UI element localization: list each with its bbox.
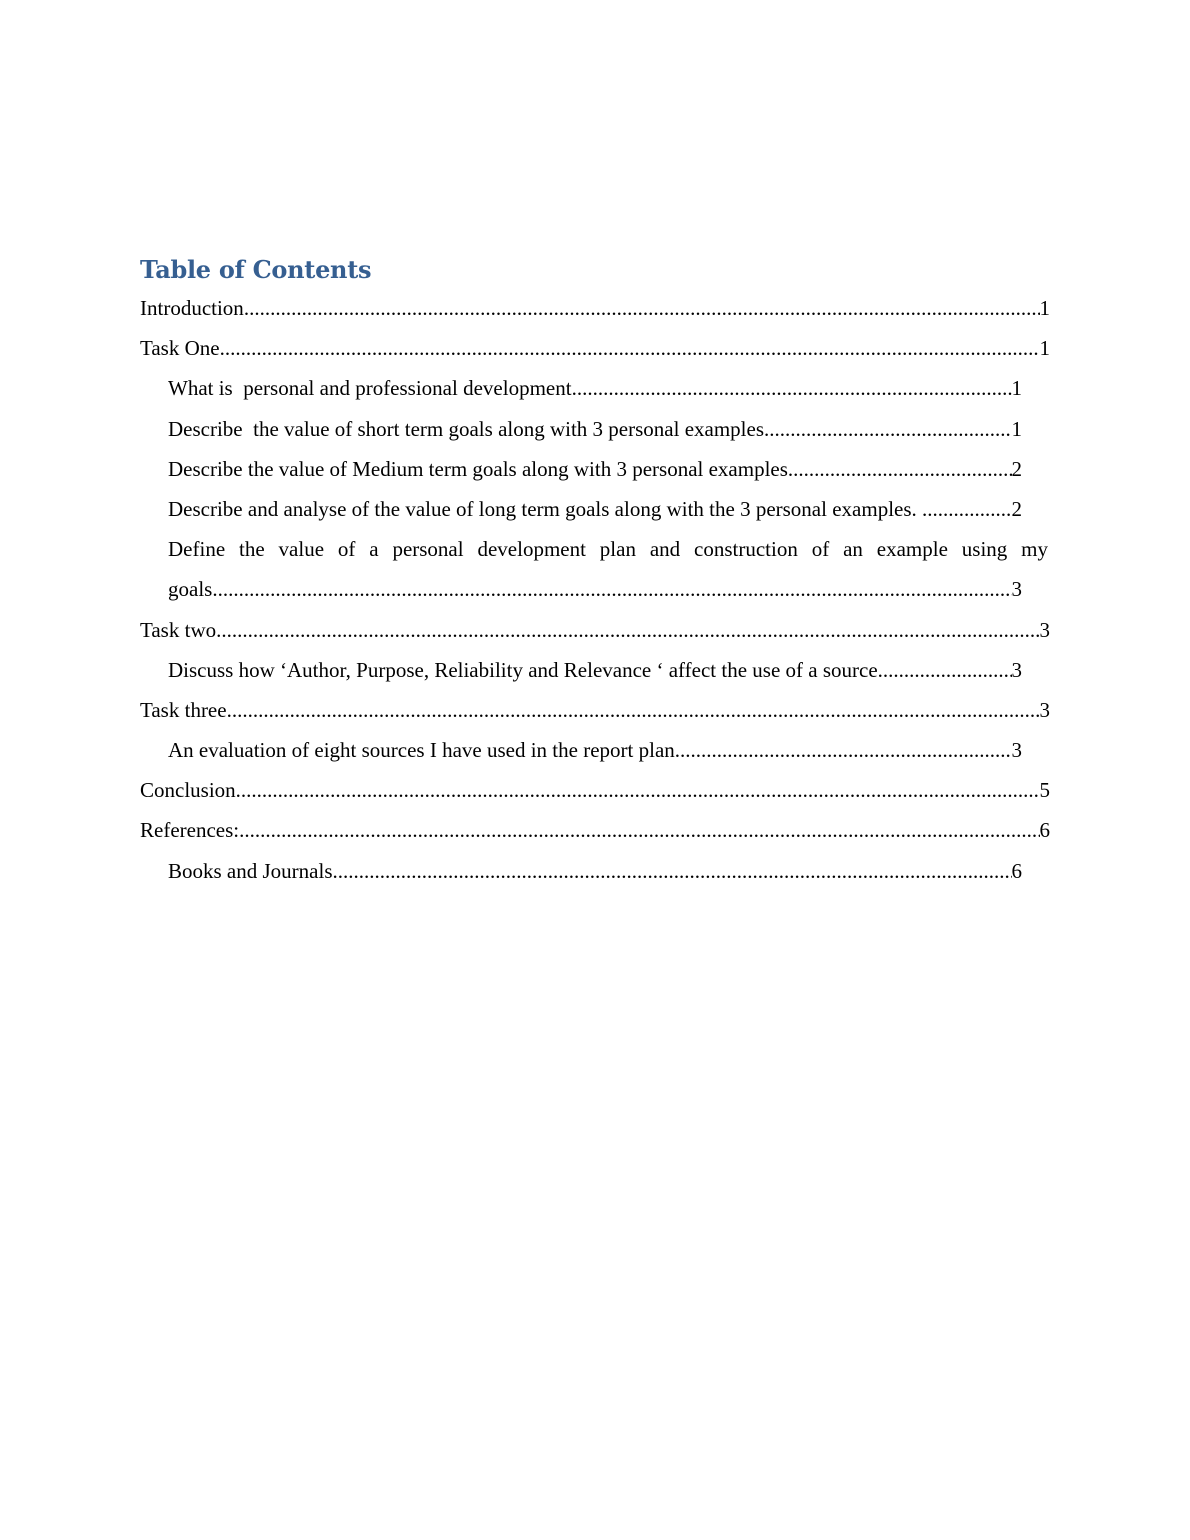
toc-entry-conclusion[interactable] [140, 770, 1050, 810]
toc-entry-task-one[interactable] [140, 328, 1050, 368]
toc-page-number: 6 [1039, 818, 1050, 843]
toc-page-number: 3 [1039, 617, 1050, 642]
toc-entry-text-line2: goals [168, 577, 213, 602]
toc-entry-text: Discuss how ‘Author, Purpose, Reliability and Relevance ‘ affect the use of a source [168, 657, 878, 682]
toc-entry-text: Conclusion [140, 778, 236, 803]
toc-leader-dots [216, 610, 1039, 650]
toc-entry-text: Task One [140, 336, 220, 361]
toc-page-number: 1 [1039, 296, 1050, 320]
toc-leader-dots [212, 569, 1011, 609]
toc-entry-task-three[interactable] [140, 690, 1050, 730]
toc-leader-dots [675, 730, 1012, 770]
toc-entry-text: Describe the value of short term goals along with 3 personal examples [168, 416, 764, 441]
toc-page-number: 3 [1011, 657, 1022, 682]
toc-heading: Table of Contents [140, 255, 372, 284]
table-of-contents [140, 252, 1050, 891]
toc-page-number: 1 [1011, 376, 1022, 401]
toc-entry-eight-sources[interactable] [168, 730, 1022, 770]
toc-leader-dots [878, 650, 1012, 690]
toc-entry-introduction[interactable] [140, 288, 1050, 328]
toc-page-number: 3 [1039, 697, 1050, 722]
toc-entry-task-two[interactable] [140, 610, 1050, 650]
toc-entry-long-term-goals[interactable] [168, 489, 1022, 529]
toc-entry-medium-term-goals[interactable] [168, 449, 1022, 489]
toc-entry-text: References: [140, 818, 240, 843]
toc-page-number: 3 [1011, 738, 1022, 763]
toc-entry-text: Task three [140, 697, 227, 722]
toc-entry-text: What is personal and professional development [168, 376, 572, 401]
toc-entry-personal-development[interactable] [168, 368, 1022, 408]
toc-leader-dots [239, 810, 1039, 850]
toc-page-number: 3 [1011, 577, 1022, 602]
toc-page-number: 2 [1011, 496, 1022, 521]
toc-page-number: 2 [1011, 456, 1022, 481]
toc-entry-personal-development-plan[interactable] [168, 529, 1048, 609]
toc-entry-text: Describe and analyse of the value of long term goals along with the 3 personal examples. [168, 496, 923, 521]
toc-leader-dots [236, 770, 1040, 810]
toc-leader-dots [764, 409, 1012, 449]
toc-entry-text: Describe the value of Medium term goals along with 3 personal examples [168, 456, 788, 481]
toc-page-number: 6 [1011, 858, 1022, 883]
toc-entry-books-and-journals[interactable] [168, 851, 1022, 891]
toc-entry-text: Books and Journals [168, 858, 333, 883]
toc-leader-dots [333, 851, 1012, 891]
toc-entry-source-evaluation-criteria[interactable] [168, 650, 1022, 690]
toc-entry-text: Introduction [140, 296, 244, 320]
toc-entry-text-line2-row [168, 569, 1022, 609]
toc-page-number: 1 [1039, 336, 1050, 361]
toc-entry-references[interactable] [140, 810, 1050, 850]
toc-page-number: 1 [1011, 416, 1022, 441]
toc-leader-dots [227, 690, 1040, 730]
toc-leader-dots [922, 489, 1011, 529]
toc-entry-text-line1: Define the value of a personal development plan and construction of an example using my [168, 537, 1048, 562]
toc-entry-text: An evaluation of eight sources I have used in the report plan [168, 738, 675, 763]
toc-entry-text: Task two [140, 617, 217, 642]
toc-leader-dots [244, 288, 1040, 328]
toc-leader-dots [572, 368, 1012, 408]
toc-leader-dots [220, 328, 1040, 368]
toc-leader-dots [788, 449, 1012, 489]
toc-entry-short-term-goals[interactable] [168, 409, 1022, 449]
toc-entries [140, 288, 1050, 891]
toc-page-number: 5 [1039, 778, 1050, 803]
